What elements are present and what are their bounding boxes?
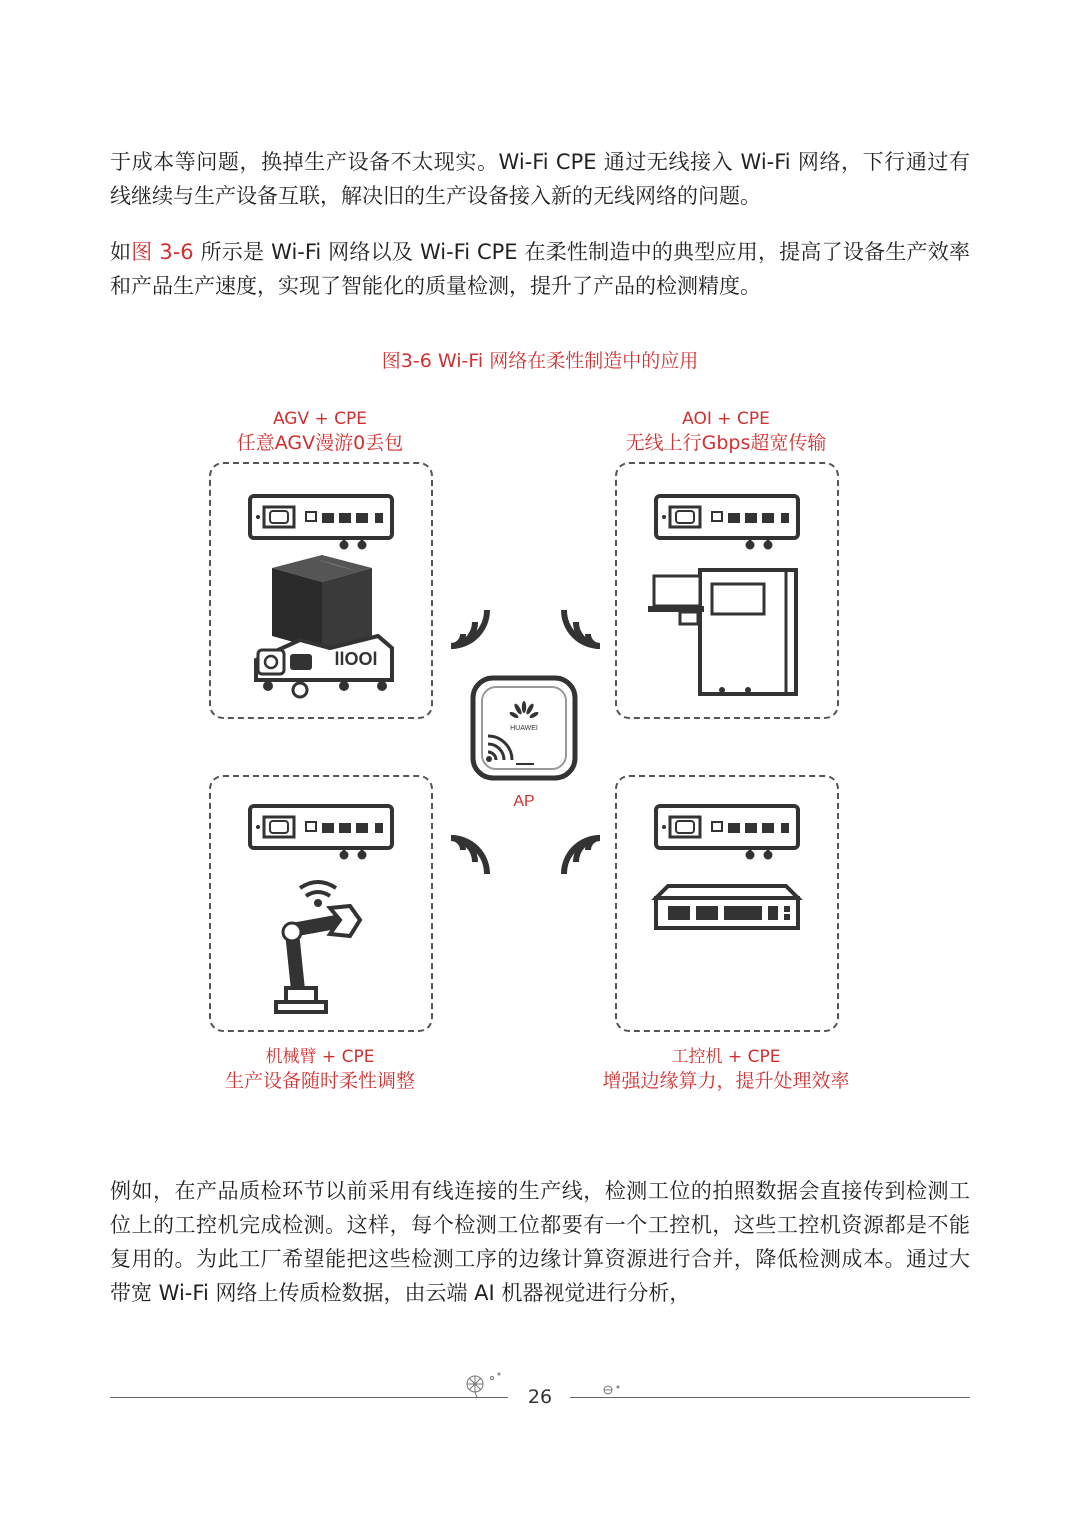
paragraph-text-before: 如 — [110, 240, 132, 264]
ap-brand-text: HUAWEI — [510, 725, 538, 732]
label-agv-desc: 任意AGV漫游0丢包 — [236, 432, 404, 454]
cpe-device-icon — [656, 496, 798, 550]
label-robot-arm-title: 机械臂 + CPE — [265, 1047, 375, 1067]
industrial-pc-icon — [656, 886, 798, 928]
ap-label: AP — [513, 793, 535, 810]
label-ipc-desc: 增强边缘算力，提升处理效率 — [602, 1070, 850, 1092]
aoi-machine-icon — [648, 570, 796, 694]
page-number: 26 — [527, 1386, 553, 1408]
paragraph-intro: 于成本等问题，换掉生产设备不太现实。Wi-Fi CPE 通过无线接入 Wi-Fi 网络，下行通过有线继续与生产设备互联，解决旧的生产设备接入新的无线网络的问题。 — [110, 150, 970, 208]
wifi-signal-icon — [564, 838, 600, 874]
access-point-icon — [473, 678, 575, 810]
label-ipc-title: 工控机 + CPE — [671, 1047, 781, 1067]
cpe-device-icon — [250, 806, 392, 860]
footer-rule-left — [110, 1397, 508, 1398]
paragraph-text-after: 所示是 Wi-Fi 网络以及 Wi-Fi CPE 在柔性制造中的典型应用，提高了设备生产效率和产品生产速度，实现了智能化的质量检测，提升了产品的检测精度。 — [110, 240, 970, 298]
agv-robot-icon — [256, 555, 392, 697]
label-robot-arm-desc: 生产设备随时柔性调整 — [224, 1070, 415, 1092]
paragraph-example: 例如，在产品质检环节以前采用有线连接的生产线，检测工位的拍照数据会直接传到检测工位上的工控机完成检测。这样，每个检测工位都要有一个工控机，这些工控机资源都是不能复用的。为此工厂希望能把这些检测工序的边缘计算资源进行合并，降低检测成本。通过大带宽 Wi-Fi 网络上传质检数据，由云端 AI 机器视觉进行分析， — [110, 1179, 970, 1305]
label-aoi-title: AOI + CPE — [682, 409, 770, 429]
robot-arm-icon — [276, 882, 360, 1012]
wifi-signal-icon — [564, 610, 600, 646]
label-agv-title: AGV + CPE — [272, 409, 368, 429]
dandelion-ornament-icon — [604, 1386, 619, 1394]
cpe-device-icon — [656, 806, 798, 860]
agv-body-text: llOOl — [334, 649, 378, 669]
wifi-signal-icon — [451, 610, 487, 646]
figure-caption: 图3-6 Wi-Fi 网络在柔性制造中的应用 — [381, 350, 699, 372]
figure-reference-link[interactable]: 图 3-6 — [131, 240, 194, 264]
label-aoi-desc: 无线上行Gbps超宽传输 — [625, 432, 827, 454]
wifi-signal-icon — [451, 838, 487, 874]
dandelion-ornament-icon — [467, 1373, 500, 1398]
footer-rule-right — [570, 1397, 970, 1398]
cpe-device-icon — [250, 496, 392, 550]
